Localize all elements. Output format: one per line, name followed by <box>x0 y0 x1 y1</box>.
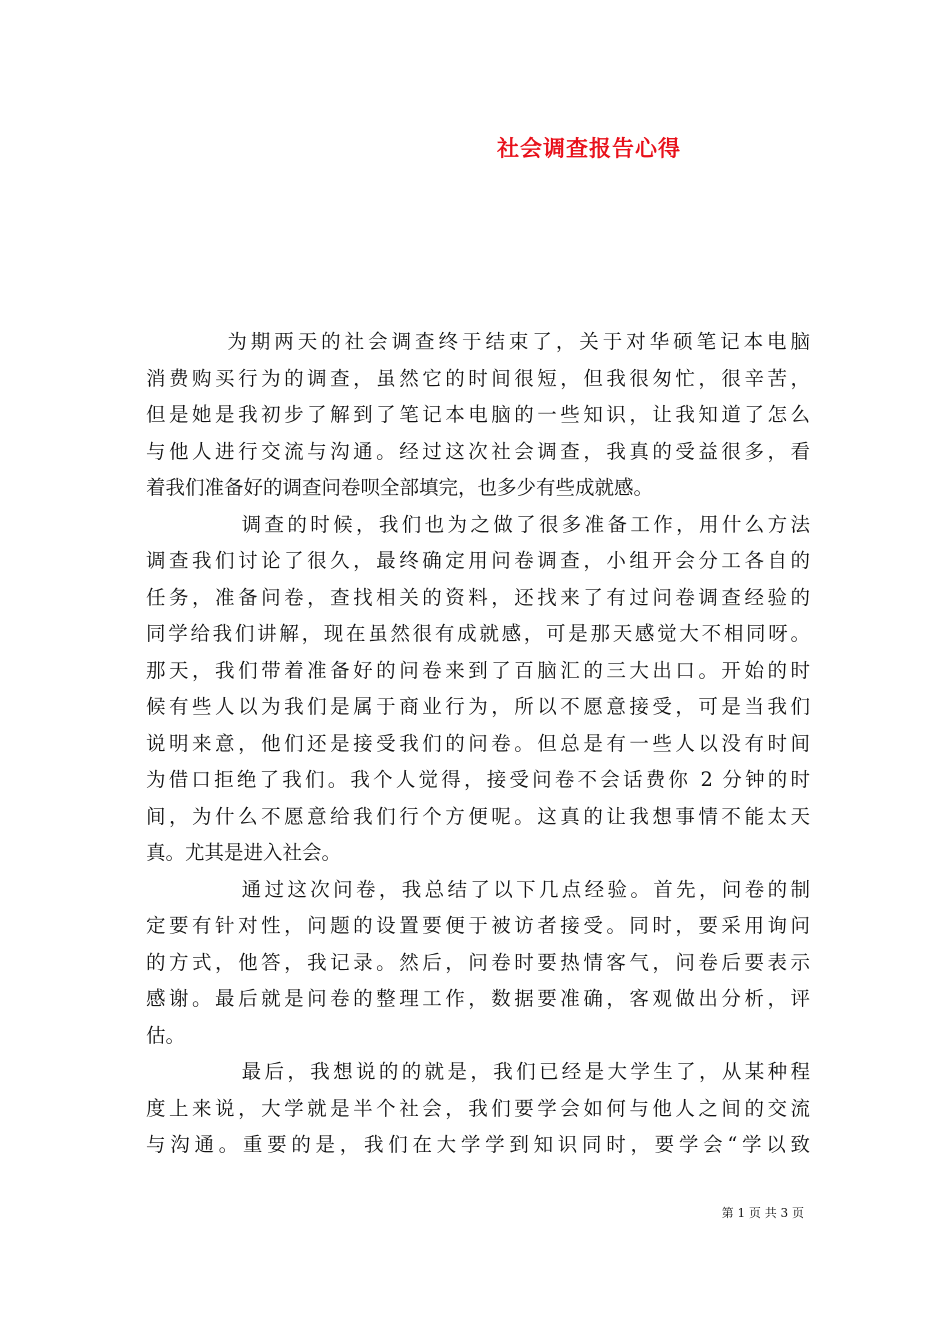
text-line: 的方式，他答，我记录。然后，问卷时要热情客气，问卷后要表示 <box>146 950 810 974</box>
text-line: 通过这次问卷，我总结了以下几点经验。首先，问卷的制 <box>146 877 810 901</box>
text-line: 与沟通。重要的是，我们在大学学到知识同时，要学会“学以致 <box>146 1133 810 1156</box>
text-line: 估。 <box>146 1023 186 1047</box>
paragraph-4 <box>146 1054 810 1164</box>
paragraph-1 <box>146 324 810 507</box>
text-line: 为借口拒绝了我们。我个人觉得，接受问卷不会话费你 2 分钟的时 <box>146 768 810 791</box>
page-number-footer: 第 1 页 共 3 页 <box>721 1206 804 1220</box>
text-line: 调查的时候，我们也为之做了很多准备工作，用什么方法 <box>146 512 810 536</box>
text-line: 那天，我们带着准备好的问卷来到了百脑汇的三大出口。开始的时 <box>146 658 810 682</box>
text-line: 候有些人以为我们是属于商业行为，所以不愿意接受，可是当我们 <box>146 695 810 718</box>
text-line: 与他人进行交流与沟通。经过这次社会调查，我真的受益很多，看 <box>146 439 810 463</box>
text-line: 度上来说，大学就是半个社会，我们要学会如何与他人之间的交流 <box>146 1096 810 1120</box>
paragraph-3 <box>146 872 810 1055</box>
text-line: 但是她是我初步了解到了笔记本电脑的一些知识，让我知道了怎么 <box>146 403 810 426</box>
paragraph-2 <box>146 507 810 872</box>
text-line: 最后，我想说的的就是，我们已经是大学生了，从某种程 <box>146 1060 810 1083</box>
page-title: 社会调查报告心得 <box>496 136 681 162</box>
text-line: 间，为什么不愿意给我们行个方便呢。这真的让我想事情不能太天 <box>146 804 810 828</box>
text-line: 调查我们讨论了很久，最终确定用问卷调查，小组开会分工各自的 <box>146 549 810 572</box>
text-line: 定要有针对性，问题的设置要便于被访者接受。同时，要采用询问 <box>146 914 810 937</box>
text-line: 说明来意，他们还是接受我们的问卷。但总是有一些人以没有时间 <box>146 731 810 755</box>
text-line: 消费购买行为的调查，虽然它的时间很短，但我很匆忙，很辛苦， <box>146 366 810 390</box>
text-line: 着我们准备好的调查问卷呗全部填完，也多少有些成就感。 <box>146 476 654 499</box>
text-line: 任务，准备问卷，查找相关的资料，还找来了有过问卷调查经验的 <box>146 585 810 609</box>
text-line: 感谢。最后就是问卷的整理工作，数据要准确，客观做出分析，评 <box>146 987 810 1010</box>
text-line: 为期两天的社会调查终于结束了，关于对华硕笔记本电脑 <box>146 330 810 353</box>
text-line: 真。尤其是进入社会。 <box>146 841 342 864</box>
text-line: 同学给我们讲解，现在虽然很有成就感，可是那天感觉大不相同呀。 <box>146 622 810 645</box>
document-body <box>146 324 810 1164</box>
